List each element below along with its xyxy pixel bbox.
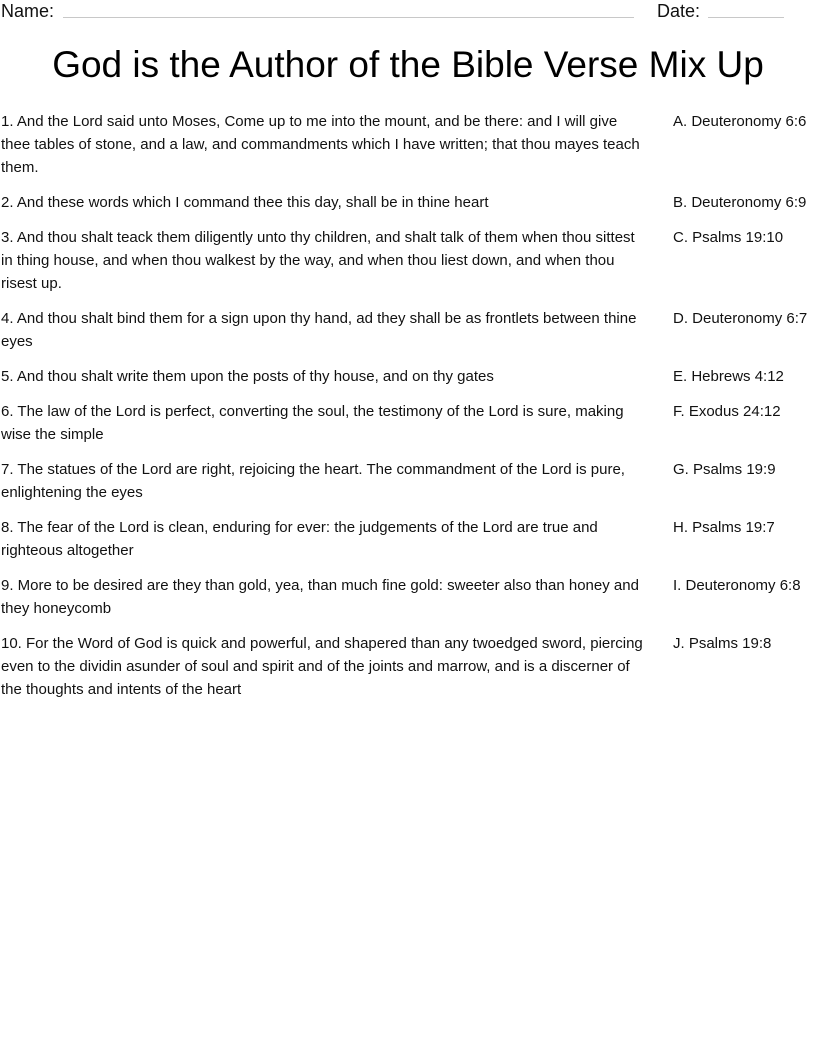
verse-text: 2. And these words which I command thee this day, shall be in thine heart	[1, 194, 489, 211]
date-label: Date:	[657, 1, 701, 21]
verse-text: 4. And thou shalt bind them for a sign upon thy hand, ad they shall be as frontlets between thine eyes	[1, 310, 637, 350]
list-item	[0, 110, 816, 179]
date-input-line[interactable]	[708, 17, 784, 18]
worksheet-header	[0, 0, 816, 24]
verse-text: 1. And the Lord said unto Moses, Come up to me into the mount, and be there: and I will give thee tables of stone, and a law, and commandments which I have written; that thou mayes teach them.	[1, 113, 640, 176]
list-item	[0, 632, 816, 701]
list-item	[0, 458, 816, 504]
answer-option: H. Psalms 19:7	[673, 519, 775, 536]
answer-option: A. Deuteronomy 6:6	[673, 113, 807, 130]
list-item	[0, 365, 816, 388]
answer-option: I. Deuteronomy 6:8	[673, 577, 801, 594]
name-label: Name:	[1, 1, 55, 21]
name-input-line[interactable]	[63, 17, 634, 18]
verse-text: 7. The statues of the Lord are right, rejoicing the heart. The commandment of the Lord is pure, enlightening the eyes	[1, 461, 625, 501]
list-item	[0, 516, 816, 562]
answer-option: J. Psalms 19:8	[673, 635, 772, 652]
verse-text: 5. And thou shalt write them upon the posts of thy house, and on thy gates	[1, 368, 494, 385]
answer-option: F. Exodus 24:12	[673, 403, 781, 420]
answer-option: B. Deuteronomy 6:9	[673, 194, 807, 211]
answer-option: E. Hebrews 4:12	[673, 368, 784, 385]
verse-text: 3. And thou shalt teack them diligently unto thy children, and shalt talk of them when thou sittest in thing house, and when thou walkest by the way, and when thou liest down, and when thou risest up.	[1, 229, 635, 292]
answer-option: G. Psalms 19:9	[673, 461, 776, 478]
list-item	[0, 191, 816, 214]
verse-text: 10. For the Word of God is quick and powerful, and shapered than any twoedged sword, piercing even to the dividin asunder of soul and spirit and of the joints and marrow, and is a discerner of the thoughts and intents of the heart	[1, 635, 643, 698]
list-item	[0, 574, 816, 620]
page-title: God is the Author of the Bible Verse Mix Up	[52, 44, 764, 85]
answer-option: D. Deuteronomy 6:7	[673, 310, 808, 327]
list-item	[0, 226, 816, 295]
matching-list	[0, 110, 816, 713]
verse-text: 6. The law of the Lord is perfect, converting the soul, the testimony of the Lord is sure, making wise the simple	[1, 403, 624, 443]
answer-option: C. Psalms 19:10	[673, 229, 784, 246]
list-item	[0, 307, 816, 353]
list-item	[0, 400, 816, 446]
verse-text: 9. More to be desired are they than gold, yea, than much fine gold: sweeter also than honey and they honeycomb	[1, 577, 639, 617]
verse-text: 8. The fear of the Lord is clean, enduring for ever: the judgements of the Lord are true and righteous altogether	[1, 519, 598, 559]
